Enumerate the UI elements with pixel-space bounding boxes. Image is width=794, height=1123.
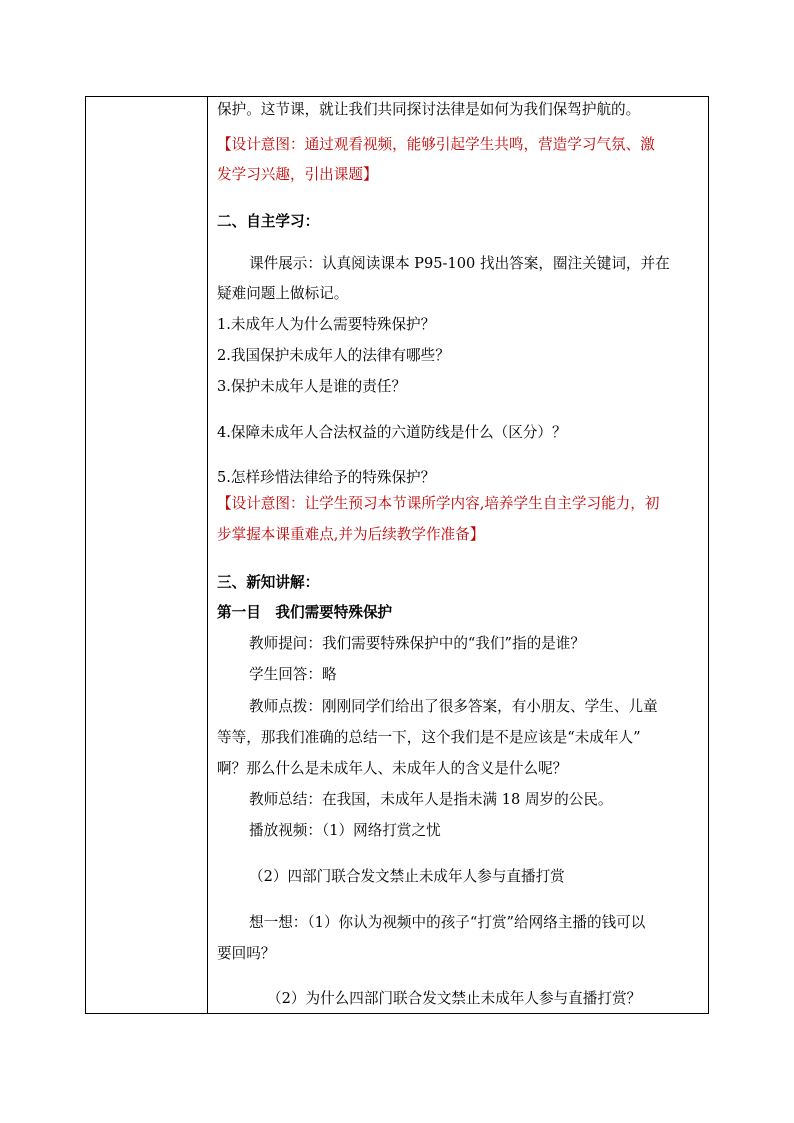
design-intent-line: 发学习兴趣，引出课题】	[217, 166, 378, 183]
text-line: 教师总结：在我国，未成年人是指未满 18 周岁的公民。	[249, 791, 613, 808]
section-heading: 二、自主学习：	[217, 213, 320, 230]
text-line: 学生回答：略	[249, 666, 337, 683]
subsection-heading: 第一目 我们需要特殊保护	[217, 604, 393, 621]
lesson-table	[85, 96, 709, 1014]
text-line: 要回吗？	[217, 945, 276, 962]
text-line: 教师点拨：刚刚同学们给出了很多答案，有小朋友、学生、儿童	[249, 698, 658, 715]
text-line: 啊？那么什么是未成年人、未成年人的含义是什么呢？	[217, 760, 568, 777]
design-intent-line: 步掌握本课重难点,并为后续教学作准备】	[217, 526, 485, 543]
text-line: 教师提问：我们需要特殊保护中的“我们”指的是谁？	[249, 635, 585, 652]
text-line: 保护。这节课，就让我们共同探讨法律是如何为我们保驾护航的。	[217, 101, 641, 118]
text-line: （2）为什么四部门联合发文禁止未成年人参与直播打赏？	[267, 990, 642, 1007]
design-intent-line: 【设计意图：让学生预习本节课所学内容,培养学生自主学习能力，初	[217, 495, 660, 512]
section-heading: 三、新知讲解：	[217, 574, 320, 591]
text-line: 想一想：（1）你认为视频中的孩子“打赏”给网络主播的钱可以	[249, 914, 646, 931]
content-cell	[209, 97, 708, 1013]
design-intent-line: 【设计意图：通过观看视频，能够引起学生共鸣，营造学习气氛、激	[217, 136, 655, 153]
question-item: 5.怎样珍惜法律给予的特殊保护？	[217, 469, 436, 486]
question-item: 3.保护未成年人是谁的责任？	[217, 378, 407, 395]
question-item: 4.保障未成年人合法权益的六道防线是什么（区分）？	[217, 424, 567, 441]
text-line: 等等，那我们准确的总结一下，这个我们是不是应该是“未成年人”	[217, 729, 641, 746]
left-column-cell	[86, 97, 208, 1013]
text-line: 课件展示：认真阅读课本 P95-100 找出答案，圈注关键词，并在	[249, 255, 670, 272]
question-item: 1.未成年人为什么需要特殊保护？	[217, 316, 436, 333]
text-line: （2）四部门联合发文禁止未成年人参与直播打赏	[249, 868, 565, 885]
text-line: 疑难问题上做标记。	[217, 285, 349, 302]
question-item: 2.我国保护未成年人的法律有哪些？	[217, 347, 450, 364]
text-line: 播放视频：（1）网络打赏之忧	[249, 822, 441, 839]
